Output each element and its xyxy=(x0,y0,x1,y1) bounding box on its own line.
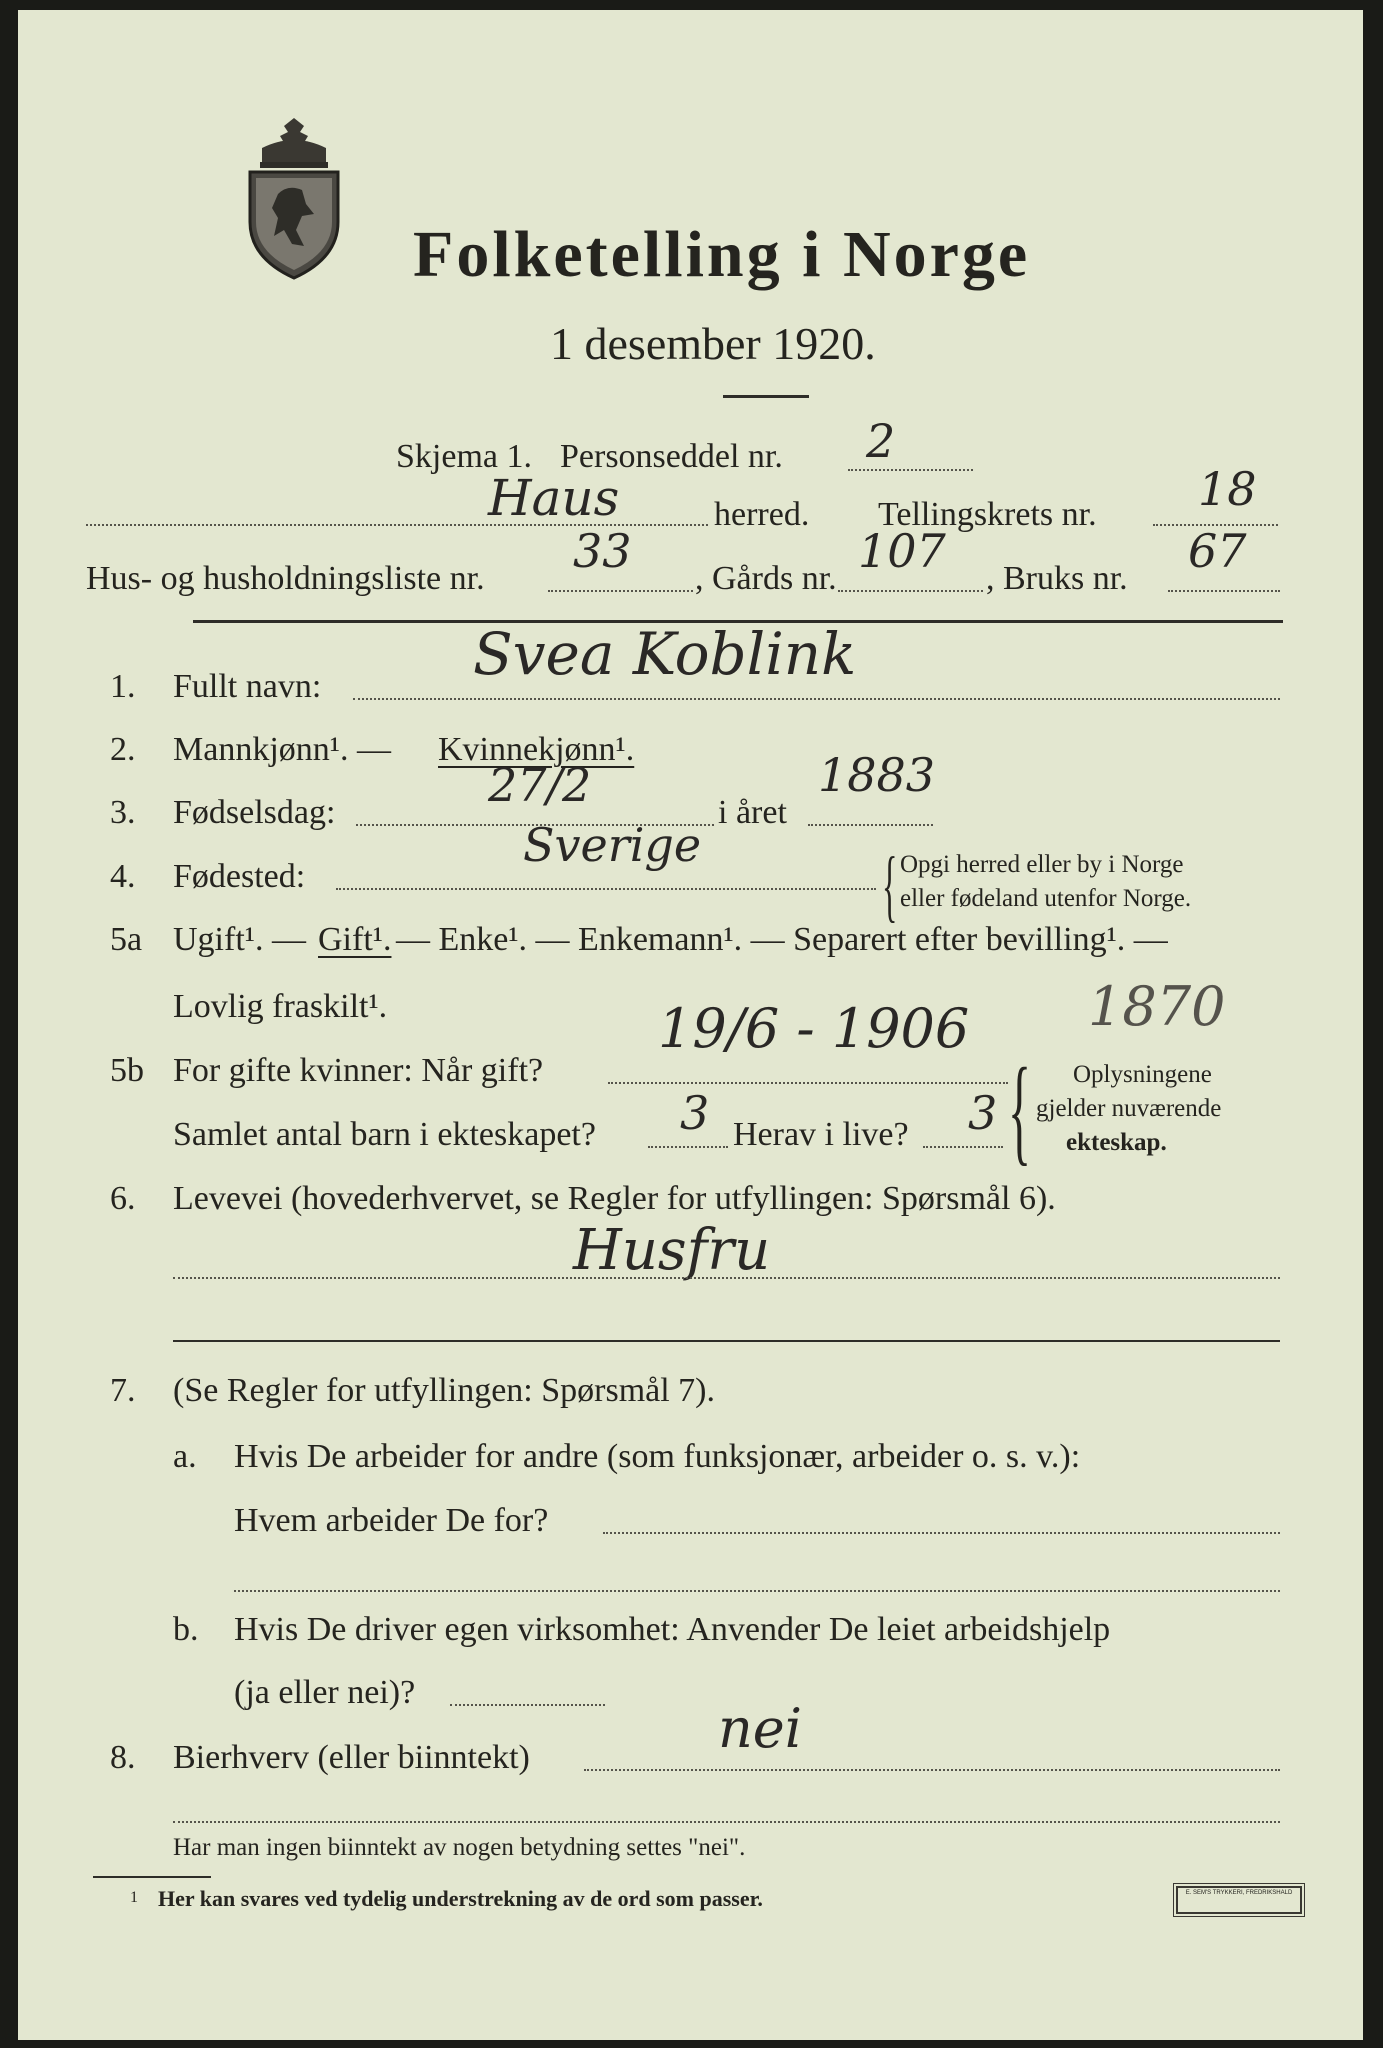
q5b-brace: { xyxy=(1008,1043,1032,1176)
q3-label: Fødselsdag: xyxy=(173,794,336,831)
footer-note: Har man ingen biinntekt av nogen betydning settes "nei". xyxy=(173,1834,746,1861)
q8-line xyxy=(584,1769,1280,1771)
q7a-answer-line1 xyxy=(603,1532,1280,1534)
gards-label: , Gårds nr. xyxy=(695,560,837,597)
personseddel-value: 2 xyxy=(866,414,896,468)
q7-label: (Se Regler for utfyllingen: Spørsmål 7). xyxy=(173,1372,716,1409)
title-divider xyxy=(723,395,809,398)
bruks-value: 67 xyxy=(1188,524,1247,578)
husliste-value: 33 xyxy=(573,524,632,578)
husliste-label: Hus- og husholdningsliste nr. xyxy=(86,560,485,597)
marriage-extra-value: 1870 xyxy=(1088,975,1226,1038)
q6-number: 6. xyxy=(110,1180,136,1217)
children-count-value: 3 xyxy=(680,1086,710,1140)
q5b-number: 5b xyxy=(110,1052,144,1089)
norway-coat-of-arms-icon xyxy=(244,118,344,280)
occupation-value: Husfru xyxy=(573,1218,771,1283)
herred-value: Haus xyxy=(488,469,620,527)
q5b-children-line xyxy=(648,1146,728,1148)
q4-number: 4. xyxy=(110,858,136,895)
schema-label: Skjema 1. xyxy=(396,438,532,475)
q7b-letter: b. xyxy=(173,1611,199,1648)
footnote-divider xyxy=(93,1876,211,1878)
q5a-other-options: — Enke¹. — Enkemann¹. — Separert efter bevilling¹. — xyxy=(396,921,1168,958)
footnote-text: Her kan svares ved tydelig understrekning av de ord som passer. xyxy=(158,1886,763,1911)
q1-line xyxy=(353,698,1280,700)
tellingskrets-label: Tellingskrets nr. xyxy=(878,496,1097,533)
q2-female-option: Kvinnekjønn¹. xyxy=(438,731,635,768)
q5b-line xyxy=(608,1082,1008,1084)
q5b-label: For gifte kvinner: Når gift? xyxy=(173,1052,544,1089)
printer-stamp-text: E. SEM'S TRYKKERI, FREDRIKSHALD xyxy=(1185,1890,1293,1896)
q1-number: 1. xyxy=(110,668,136,705)
personseddel-line xyxy=(848,469,973,471)
q6-line1 xyxy=(173,1277,1280,1279)
q7b-answer-line xyxy=(450,1704,605,1706)
bruks-line xyxy=(1168,590,1280,592)
q5b-note-line1: Oplysningene xyxy=(1073,1061,1212,1088)
husliste-line xyxy=(548,590,693,592)
q5a-gift: Gift¹. xyxy=(318,921,392,958)
q2-male-option: Mannkjønn¹. — xyxy=(173,731,391,768)
q7a-line1: Hvis De arbeider for andre (som funksjonær, arbeider o. s. v.): xyxy=(234,1438,1081,1475)
birth-year-value: 1883 xyxy=(818,748,936,802)
q3-year-line xyxy=(808,824,933,826)
q6-divider xyxy=(173,1340,1280,1342)
bruks-label: , Bruks nr. xyxy=(986,560,1128,597)
printer-stamp xyxy=(1176,1886,1302,1914)
q4-note-line2: eller fødeland utenfor Norge. xyxy=(900,885,1192,912)
q2-number: 2. xyxy=(110,731,136,768)
q5b-children-label: Samlet antal barn i ekteskapet? xyxy=(173,1116,596,1153)
q3-number: 3. xyxy=(110,794,136,831)
q8-number: 8. xyxy=(110,1739,136,1776)
full-name-value: Svea Koblink xyxy=(473,620,857,688)
marriage-date-value: 19/6 - 1906 xyxy=(658,997,970,1060)
q5a-number: 5a xyxy=(110,921,143,958)
q3-year-label: i året xyxy=(718,794,787,831)
herred-label: herred. xyxy=(714,496,810,533)
q7-number: 7. xyxy=(110,1372,136,1409)
q5a-line2: Lovlig fraskilt¹. xyxy=(173,988,388,1025)
census-date: 1 desember 1920. xyxy=(550,318,876,369)
q4-brace: { xyxy=(882,842,898,930)
q5b-note-line2: gjelder nuværende xyxy=(1036,1095,1222,1122)
q4-line xyxy=(336,888,876,890)
q5b-note-line3: ekteskap. xyxy=(1066,1129,1167,1156)
q7a-letter: a. xyxy=(173,1438,197,1475)
q7a-line2: Hvem arbeider De for? xyxy=(234,1502,549,1539)
q8-label: Bierhverv (eller biinntekt) xyxy=(173,1739,530,1776)
children-alive-value: 3 xyxy=(968,1086,998,1140)
q7b-line2: (ja eller nei)? xyxy=(234,1674,416,1711)
q4-label: Fødested: xyxy=(173,858,306,895)
q5a-ugift: Ugift¹. — xyxy=(173,921,306,958)
q8-line2 xyxy=(173,1821,1280,1823)
q5b-alive-label: Herav i live? xyxy=(733,1116,909,1153)
form-title: Folketelling i Norge xyxy=(413,218,1031,291)
q6-label: Levevei (hovederhvervet, se Regler for utfyllingen: Spørsmål 6). xyxy=(173,1180,1056,1217)
q7b-line1: Hvis De driver egen virksomhet: Anvender De leiet arbeidshjelp xyxy=(234,1611,1111,1648)
birthplace-value: Sverige xyxy=(523,818,702,872)
footnote-mark: 1 xyxy=(130,1889,138,1906)
gards-line xyxy=(838,590,983,592)
q4-note-line1: Opgi herred eller by i Norge xyxy=(900,851,1184,878)
q7a-answer-line2 xyxy=(234,1590,1280,1592)
census-form xyxy=(18,10,1363,2040)
gards-value: 107 xyxy=(858,524,946,578)
tellingskrets-value: 18 xyxy=(1198,462,1257,516)
side-income-value: nei xyxy=(718,1697,803,1760)
personseddel-label: Personseddel nr. xyxy=(560,438,783,475)
birthday-value: 27/2 xyxy=(488,758,592,812)
q5b-alive-line xyxy=(923,1146,1003,1148)
q1-label: Fullt navn: xyxy=(173,668,322,705)
